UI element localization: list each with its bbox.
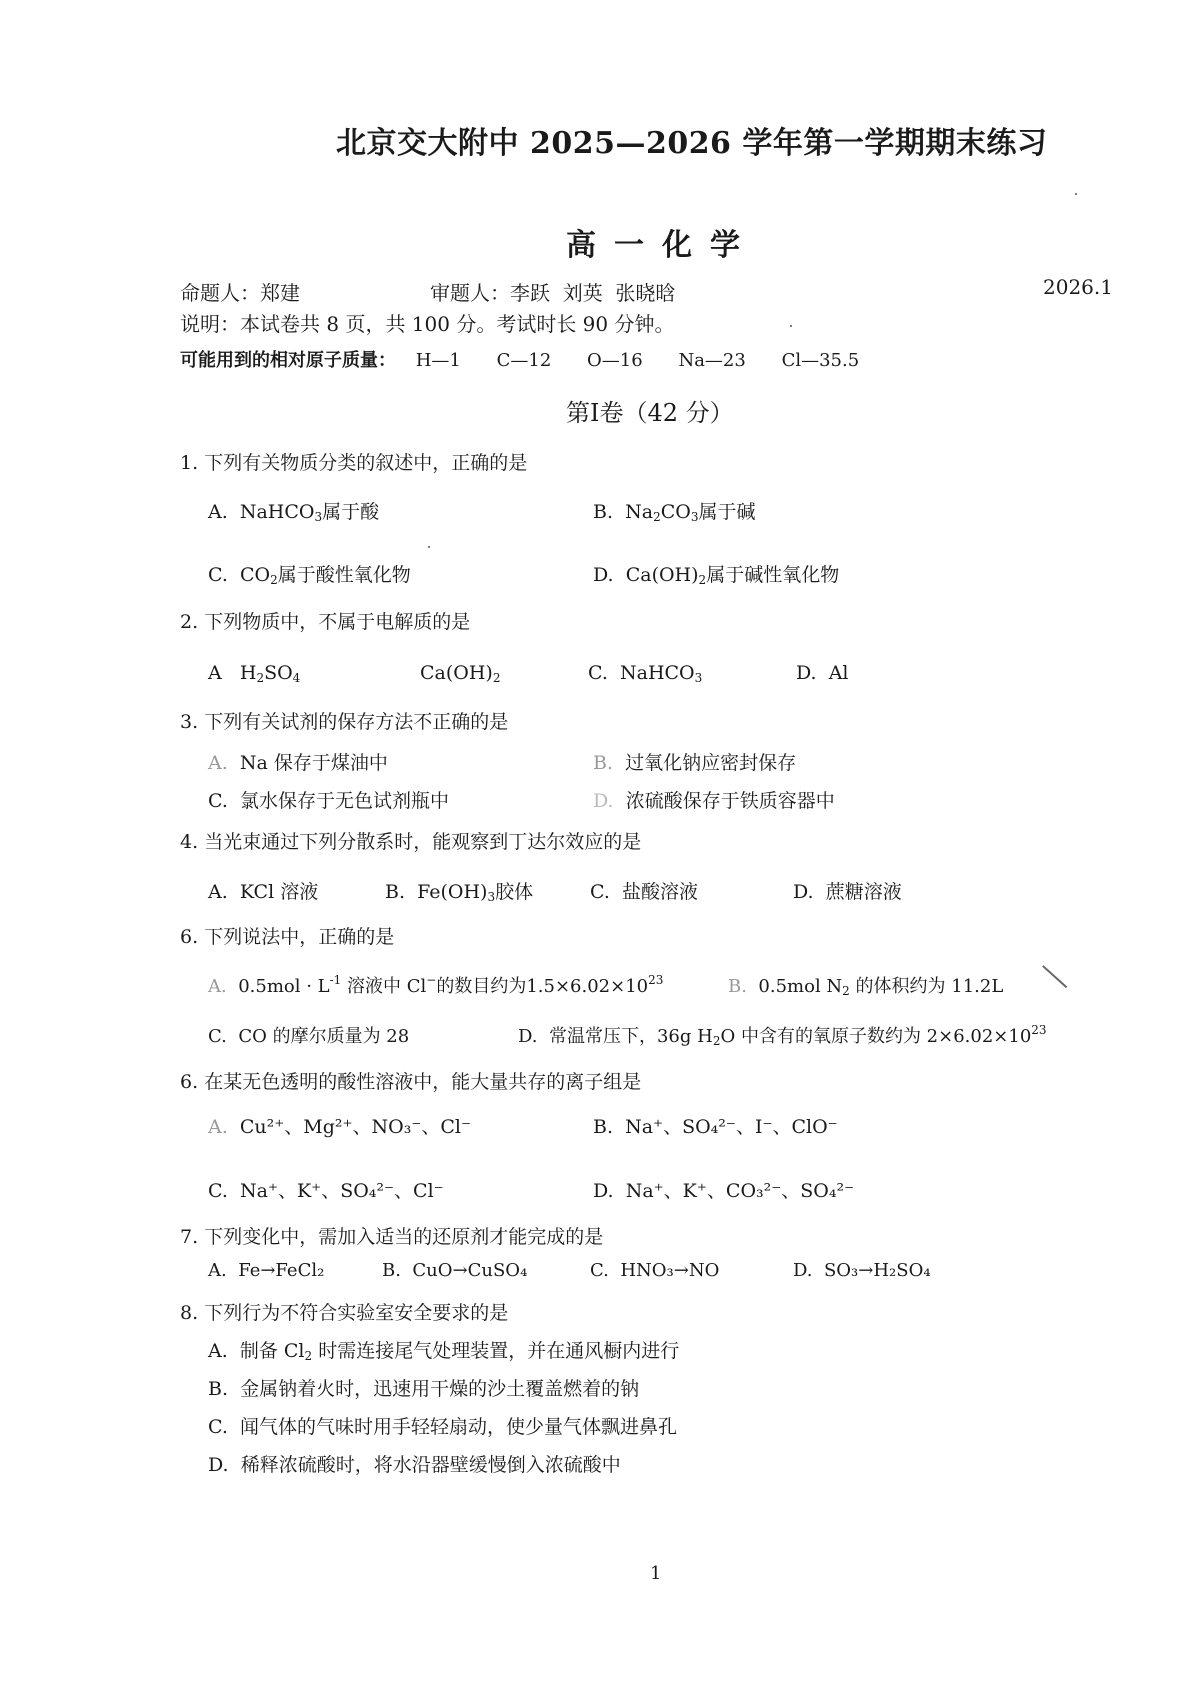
question-1-option-a[interactable]: A. NaHCO$_3$属于酸 — [208, 501, 380, 524]
question-3-option-d[interactable]: D. 浓硫酸保存于铁质容器中 — [593, 790, 835, 812]
setter-line — [180, 277, 300, 306]
question-2-stem: 2. 下列物质中，不属于电解质的是 — [180, 611, 471, 633]
question-7-option-a[interactable]: A. Fe→FeCl₂ — [208, 1260, 325, 1281]
scan-speck — [790, 325, 792, 327]
question-4-option-b[interactable]: B. $Fe(OH)_3$胶体 — [385, 881, 534, 904]
atomic-mass-o: O—16 — [587, 350, 643, 371]
question-4-option-c[interactable]: C. 盐酸溶液 — [590, 881, 699, 903]
question-2-option-a[interactable]: A $H_2SO_4$ — [208, 662, 301, 685]
question-2-option-c[interactable]: C. NaHCO$_3$ — [588, 662, 703, 685]
question-1-option-c[interactable]: C. $CO_2$属于酸性氧化物 — [208, 564, 411, 587]
instructions: 说明：本试卷共 8 页，共 100 分。考试时长 90 分钟。 — [180, 312, 675, 336]
atomic-mass-na: Na—23 — [678, 350, 746, 371]
question-6-option-b[interactable]: B. Na⁺、SO₄²⁻、I⁻、ClO⁻ — [593, 1116, 838, 1138]
question-3-stem: 3. 下列有关试剂的保存方法不正确的是 — [180, 711, 509, 733]
question-7-option-c[interactable]: C. HNO₃→NO — [590, 1260, 720, 1281]
question-7-stem: 7. 下列变化中，需加入适当的还原剂才能完成的是 — [180, 1226, 604, 1248]
question-5-option-d[interactable]: D. 常温常压下，36g $H_2O$ 中含有的氧原子数约为 $2\times 6.02\times 10^{23}$ — [518, 1023, 1047, 1048]
question-6-stem: 6. 在某无色透明的酸性溶液中，能大量共存的离子组是 — [180, 1071, 642, 1093]
pen-mark — [1042, 965, 1067, 988]
question-5-option-a[interactable]: A. $0.5mol \cdot L^{-1}$ 溶液中 Cl−的数目约为$1.5\times 6.02\times 10^{23}$ — [208, 973, 664, 997]
question-8-option-b[interactable]: B. 金属钠着火时，迅速用干燥的沙土覆盖燃着的钠 — [208, 1378, 640, 1400]
reviewer-names: 李跃 刘英 张晓晗 — [510, 281, 676, 305]
question-1-stem: 1. 下列有关物质分类的叙述中，正确的是 — [180, 452, 528, 474]
question-5-stem: 6. 下列说法中，正确的是 — [180, 926, 395, 948]
exam-date: 2026.1 — [1043, 275, 1113, 299]
question-3-option-c[interactable]: C. 氯水保存于无色试剂瓶中 — [208, 790, 450, 812]
question-8-option-d[interactable]: D. 稀释浓硫酸时，将水沿器壁缓慢倒入浓硫酸中 — [208, 1454, 621, 1476]
question-5-option-b[interactable]: B. 0.5mol $N_2$ 的体积约为 11.2L — [728, 976, 1004, 998]
page-number: 1 — [650, 1563, 662, 1584]
question-8-option-a[interactable]: A. 制备 $Cl_2$ 时需连接尾气处理装置，并在通风橱内进行 — [208, 1340, 680, 1363]
setter-label: 命题人： — [180, 281, 260, 305]
scan-speck — [1075, 193, 1077, 195]
question-4-option-d[interactable]: D. 蔗糖溶液 — [793, 881, 902, 903]
question-1-option-d[interactable]: D. $Ca(OH)_2$属于碱性氧化物 — [593, 564, 840, 587]
question-3-option-b[interactable]: B. 过氧化钠应密封保存 — [593, 752, 797, 774]
scan-speck — [428, 546, 430, 548]
question-2-option-d[interactable]: D. Al — [796, 662, 849, 684]
atomic-mass-label: 可能用到的相对原子质量： — [180, 350, 396, 371]
question-6-option-d[interactable]: D. Na⁺、K⁺、CO₃²⁻、SO₄²⁻ — [593, 1180, 855, 1202]
question-1-option-b[interactable]: B. $Na_2CO_3$属于碱 — [593, 501, 756, 524]
subject-title: 高一化学 — [566, 228, 758, 263]
question-8-option-c[interactable]: C. 闻气体的气味时用手轻轻扇动，使少量气体飘进鼻孔 — [208, 1416, 678, 1438]
question-3-option-a[interactable]: A. Na 保存于煤油中 — [208, 752, 388, 774]
atomic-mass-cl: Cl—35.5 — [781, 350, 860, 371]
reviewer-label: 审题人： — [430, 281, 510, 305]
atomic-mass-h: H—1 — [415, 350, 461, 371]
setter-name: 郑建 — [260, 281, 300, 305]
question-7-option-d[interactable]: D. SO₃→H₂SO₄ — [793, 1260, 931, 1281]
question-4-stem: 4. 当光束通过下列分散系时，能观察到丁达尔效应的是 — [180, 831, 642, 853]
question-6-option-a[interactable]: A. Cu²⁺、Mg²⁺、NO₃⁻、Cl⁻ — [208, 1116, 472, 1138]
atomic-mass-line — [180, 346, 859, 372]
question-8-stem: 8. 下列行为不符合实验室安全要求的是 — [180, 1302, 509, 1324]
question-2-option-b[interactable]: $Ca(OH)_2$ — [420, 662, 501, 685]
atomic-mass-c: C—12 — [496, 350, 552, 371]
question-4-option-a[interactable]: A. KCl 溶液 — [208, 881, 319, 903]
question-6-option-c[interactable]: C. Na⁺、K⁺、SO₄²⁻、Cl⁻ — [208, 1180, 444, 1202]
exam-title: 北京交大附中 2025—2026 学年第一学期期末练习 — [336, 126, 1048, 161]
question-5-option-c[interactable]: C. CO 的摩尔质量为 28 — [208, 1026, 410, 1047]
question-7-option-b[interactable]: B. CuO→CuSO₄ — [382, 1260, 528, 1281]
section-title: 第I卷（42 分） — [566, 399, 734, 427]
reviewer-line — [430, 277, 675, 306]
